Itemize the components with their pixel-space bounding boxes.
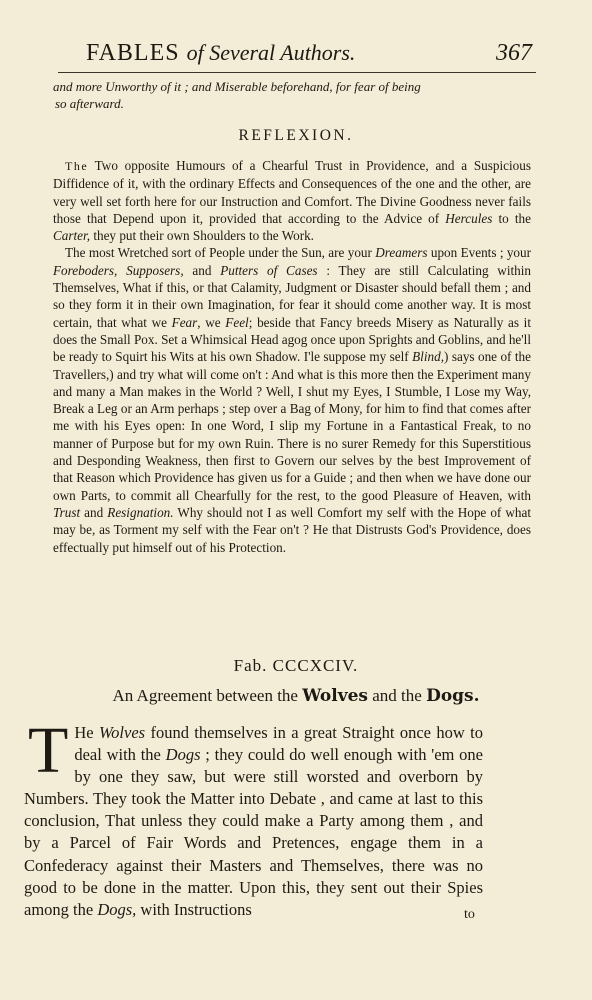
text-span: ) says one of the Travellers,) and try what will come on't : And what is this more then the Experiment many and many a Man makes in the World ? Well, I shut my Eyes, I Stumble, I Lose my Way, Break a Leg or an Arm perhaps ; step over a Bag of Mony, for him to find that comes after me with his Eyes open: In one Word, I slip my Fortune in a Fantastical Freak, to no manner of Purpose but for my own Ruin. There is no surer Remedy for this Superstitious and Desponding Weakness, then first to Govern our selves by the best Improvement of that Reason which Providence has given us for a Guide ; and then when we have done our own Parts, to commit all Chearfully for the rest, to the good Pleasure of Heaven, with (53, 349, 531, 503)
catchword: to (464, 907, 475, 922)
running-title-italic: of Several Authors. (186, 40, 356, 65)
running-title-caps: FABLES (86, 40, 180, 66)
reflexion-heading: REFLEXION. (238, 127, 354, 144)
text-span-italic: Feel (225, 314, 249, 330)
text-span: with Instructions (136, 899, 252, 919)
text-span: Unworthy of it (105, 79, 182, 94)
fable-number: Fab. CCCXCIV. (233, 656, 359, 675)
reflexion-paragraph-2 (53, 244, 531, 555)
text-span: ; beside that Fancy breeds Misery as Naturally as it does the Small Pox. Set a Whimsical Head agog once upon Sprights and Goblins, and he'll be ready to Squirt his Wits at his own Shadow. I'le suppose my self (53, 314, 531, 365)
text-span-italic: Fear (171, 314, 198, 330)
text-span-italic: Resignation. (107, 504, 174, 520)
reflexion-paragraph-1 (53, 157, 531, 244)
text-span-italic: Carter, (53, 228, 91, 244)
drop-cap: T (28, 714, 69, 787)
blackletter-word: Dogs. (426, 686, 480, 706)
page-number: 367 (496, 40, 532, 66)
text-span: to the (492, 210, 531, 226)
text-span: An Agreement between the (112, 686, 303, 705)
lead-word: The (65, 159, 89, 173)
text-span: Why should not I as well Comfort my self with the Hope of what may be, as Torment my self with the Fear on't ? He that Distrusts God's Providence, does effectually put himself out of his Protection. (53, 504, 531, 555)
text-span: Two opposite Humours of a Chearful Trust in Providence, and a Suspicious Diffidence of it, with the ordinary Effects and Consequences of the one and the other, are very well set forth here for our Instruction and Comfort. The Divine Goodness never fails those that Depend upon it, provided that according to the Advice of (53, 158, 531, 226)
text-span: and the (368, 686, 427, 705)
text-span: and more (53, 79, 106, 94)
text-span: Miserable beforehand (214, 79, 330, 94)
text-span-italic: Blind, (412, 349, 444, 365)
text-span: upon Events ; your (427, 245, 531, 261)
text-span-italic: Trust (53, 504, 81, 520)
text-span: , we (197, 314, 226, 330)
text-span: and (183, 262, 221, 278)
blackletter-word: Wolves (302, 686, 368, 706)
text-span: and (80, 504, 108, 520)
text-span: The most Wretched sort of People under the Sun, are your (65, 245, 376, 261)
text-span-italic: Dreamers (375, 245, 428, 261)
fable-title (0, 686, 592, 706)
text-span: He (74, 723, 99, 742)
text-span-italic: Dogs (165, 745, 201, 765)
text-span: they put their own Shoulders to the Work. (90, 228, 314, 244)
text-span-italic: Hercules (445, 210, 493, 226)
text-span: ; and (181, 79, 215, 94)
header-rule (58, 72, 536, 73)
fable-body (24, 714, 484, 921)
text-span-italic: Putters of Cases (220, 262, 318, 278)
continuation-line-2: so afterward. (55, 96, 124, 111)
text-span-italic: Dogs, (97, 899, 137, 919)
text-span: ; they could do well enough with 'em one by one they saw, but were still worsted and overborn by Numbers. They took the Matter into Debate , and came at last to this conclusion, That unless they could make a Party among them , and by a Parcel of Fair Words and Pretences, engage them in a Confederacy against their Masters and Themselves, there was no good to be done in the matter. Upon this, they sent out their Spies among the (24, 745, 484, 919)
running-header (86, 36, 532, 76)
running-title (86, 40, 355, 67)
text-span-italic: Wolves (98, 723, 146, 742)
text-span-italic: Foreboders, Supposers, (53, 262, 184, 278)
text-span: found themselves in a great Straight once how to deal with the (74, 723, 483, 765)
text-span: : They are still Calculating within Themselves, What if this, or that Calamity, Judgment or Disaster should befall them ; and so they form it in their own Imagination, for fear it should come another way. It is most certain, that what we (53, 262, 532, 330)
continuation-text (53, 78, 531, 112)
reflexion-body (53, 157, 531, 556)
continuation-line-1 (53, 78, 531, 95)
text-span: , for fear of being (329, 79, 421, 94)
